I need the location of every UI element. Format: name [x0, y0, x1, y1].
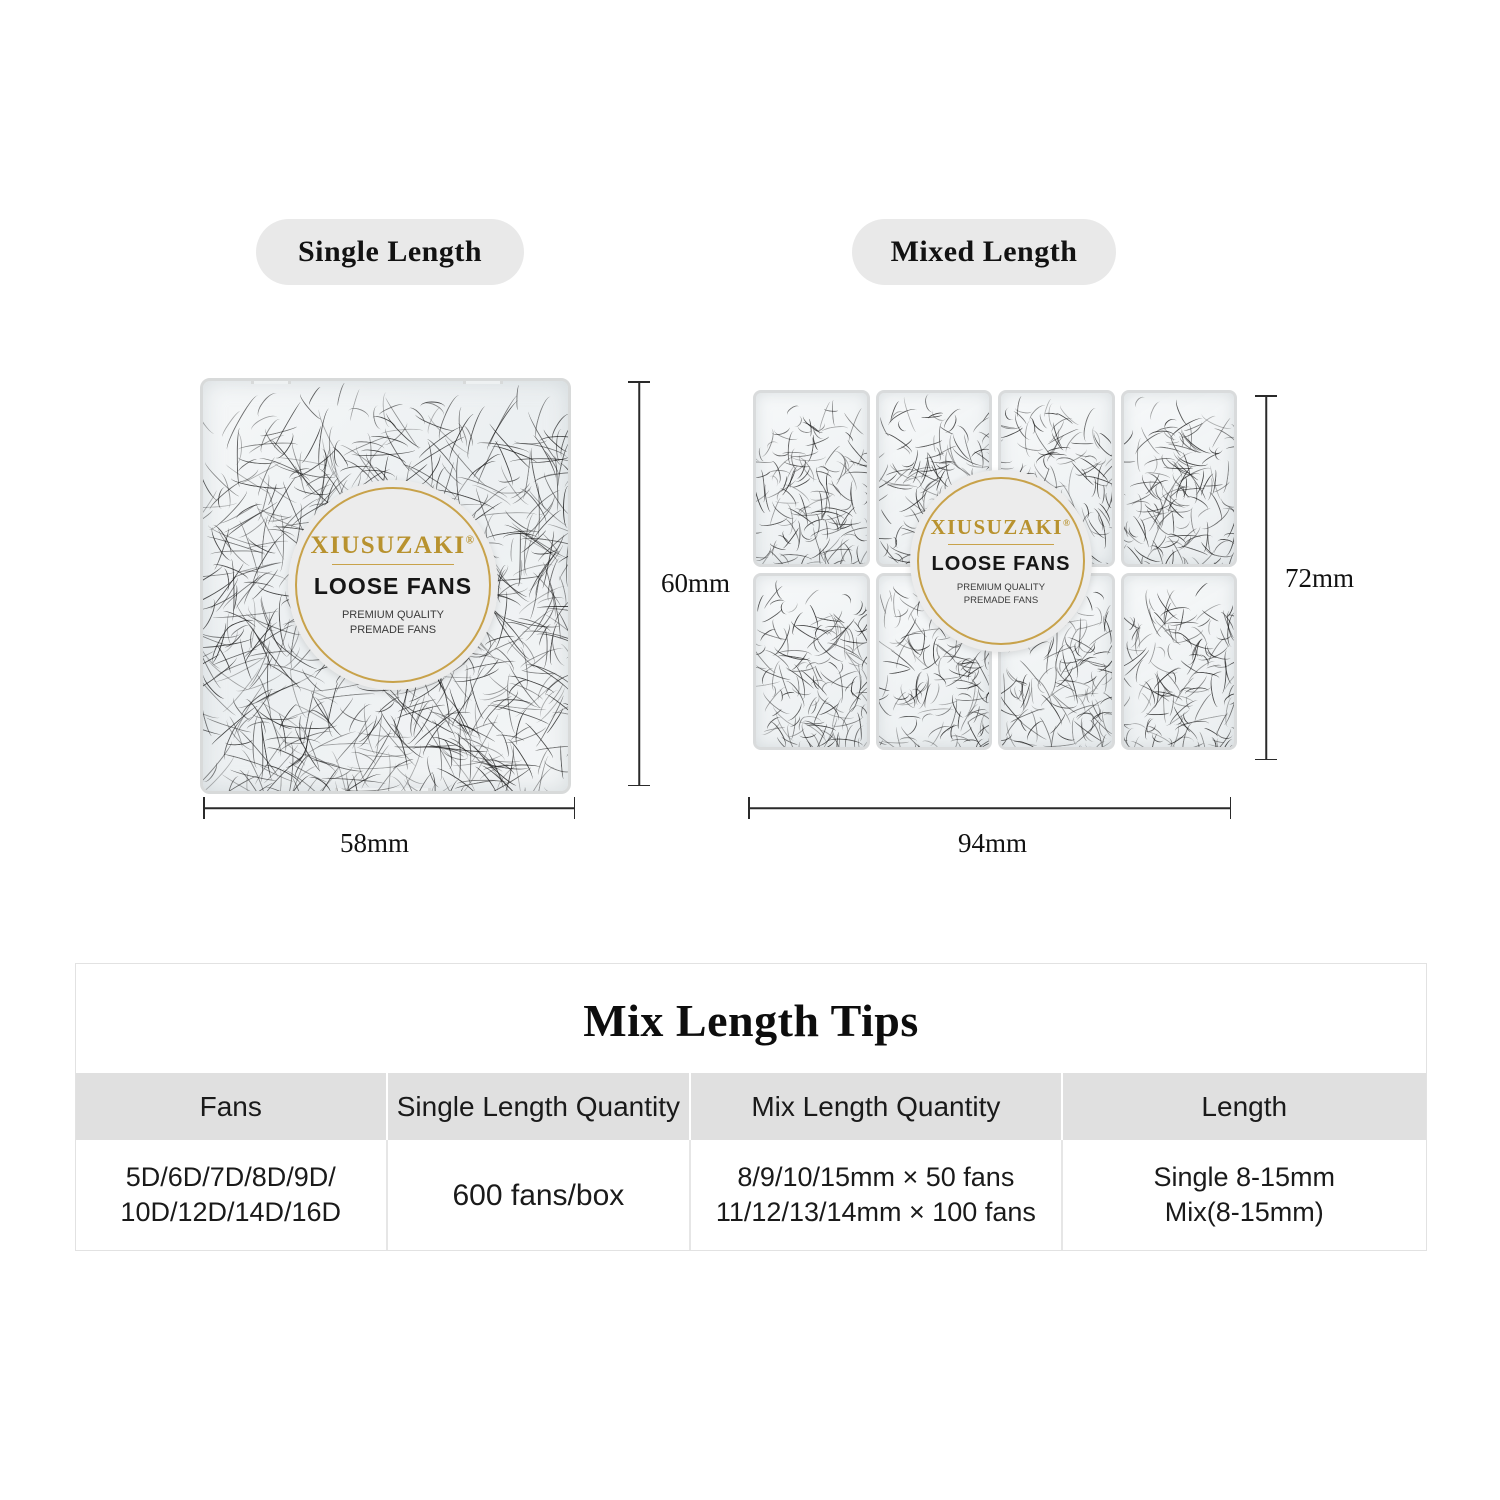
- dimension-label-mixed-width: 94mm: [958, 828, 1028, 858]
- cell-fans: [76, 1140, 387, 1250]
- sticker-subtitle: [957, 582, 1045, 608]
- sticker-subtitle-line1: PREMIUM QUALITY: [956, 581, 1046, 593]
- brand-sticker-single: [288, 480, 498, 690]
- column-header-length: Length: [1062, 1073, 1427, 1140]
- case-compartment: [753, 573, 870, 750]
- sticker-subtitle-line1: PREMIUM QUALITY: [341, 609, 445, 622]
- case-compartment: [753, 390, 870, 567]
- dimension-cap-bottom: [1255, 759, 1277, 761]
- dimension-line-single-width: [203, 796, 575, 820]
- dimension-cap-right: [1230, 797, 1232, 819]
- table-row: [76, 1140, 1426, 1250]
- brand-name-text: XIUSUZAKI: [930, 514, 1063, 539]
- lash-fans-texture: [1124, 576, 1235, 747]
- brand-sticker-mixed: [910, 470, 1092, 652]
- label-single-length-text: Single Length: [297, 235, 483, 268]
- cell-mix-quantity-line1: 8/9/10/15mm × 50 fans: [737, 1162, 1015, 1192]
- mix-length-tips-panel: [75, 963, 1427, 1251]
- case-compartment: [1121, 390, 1238, 567]
- dimension-line-mixed-height: [1254, 395, 1278, 760]
- cell-fans-line1: 5D/6D/7D/8D/9D/: [125, 1162, 336, 1192]
- dimension-line: [203, 807, 575, 809]
- sticker-title: LOOSE FANS: [931, 552, 1071, 575]
- column-header-single-length-quantity: Single Length Quantity: [387, 1073, 691, 1140]
- mix-length-tips-table: [76, 1073, 1426, 1250]
- lash-fans-texture: [1124, 393, 1235, 564]
- sticker-divider: [332, 564, 454, 565]
- dimension-line: [1265, 395, 1267, 760]
- dimension-label-single-height: 60mm: [661, 568, 731, 598]
- table-title: Mix Length Tips: [583, 995, 919, 1046]
- dimension-line: [748, 807, 1231, 809]
- label-mixed-length: [852, 219, 1116, 285]
- case-compartment: [1121, 573, 1238, 750]
- label-single-length: [256, 219, 524, 285]
- table-header-row: [76, 1073, 1426, 1140]
- lash-fans-texture: [756, 393, 867, 564]
- cell-mix-quantity-line2: 11/12/13/14mm × 100 fans: [715, 1197, 1036, 1228]
- sticker-subtitle: [342, 608, 444, 638]
- brand-name-text: XIUSUZAKI: [310, 532, 466, 560]
- trademark-symbol: ®: [465, 534, 476, 547]
- sticker-title: LOOSE FANS: [313, 573, 473, 600]
- sticker-subtitle-line2: PREMADE FANS: [349, 624, 437, 636]
- cell-single-quantity: 600 fans/box: [387, 1140, 691, 1250]
- dimension-label-single-width: 58mm: [340, 828, 410, 858]
- dimension-line: [638, 381, 640, 786]
- cell-mix-quantity: [690, 1140, 1061, 1250]
- column-header-fans: Fans: [76, 1073, 387, 1140]
- dimension-line-mixed-width: [748, 796, 1231, 820]
- brand-name: [310, 532, 475, 560]
- sticker-subtitle-line2: PREMADE FANS: [963, 594, 1039, 606]
- cell-length: [1062, 1140, 1427, 1250]
- mixed-length-product: [735, 370, 1255, 790]
- lash-fans-texture: [756, 576, 867, 747]
- cell-length-line1: Single 8-15mm: [1153, 1162, 1336, 1192]
- trademark-symbol: ®: [1062, 518, 1072, 529]
- sticker-divider: [948, 544, 1054, 545]
- dimension-cap-bottom: [628, 785, 650, 787]
- dimension-line-single-height: [627, 381, 651, 786]
- dimension-label-mixed-height: 72mm: [1285, 563, 1355, 593]
- cell-length-line2: Mix(8-15mm): [1164, 1197, 1324, 1228]
- dimension-cap-right: [574, 797, 576, 819]
- label-mixed-length-text: Mixed Length: [890, 235, 1078, 268]
- column-header-mix-length-quantity: Mix Length Quantity: [690, 1073, 1061, 1140]
- brand-name: [930, 515, 1071, 540]
- single-length-product: [180, 350, 600, 810]
- cell-fans-line2: 10D/12D/14D/16D: [120, 1197, 342, 1228]
